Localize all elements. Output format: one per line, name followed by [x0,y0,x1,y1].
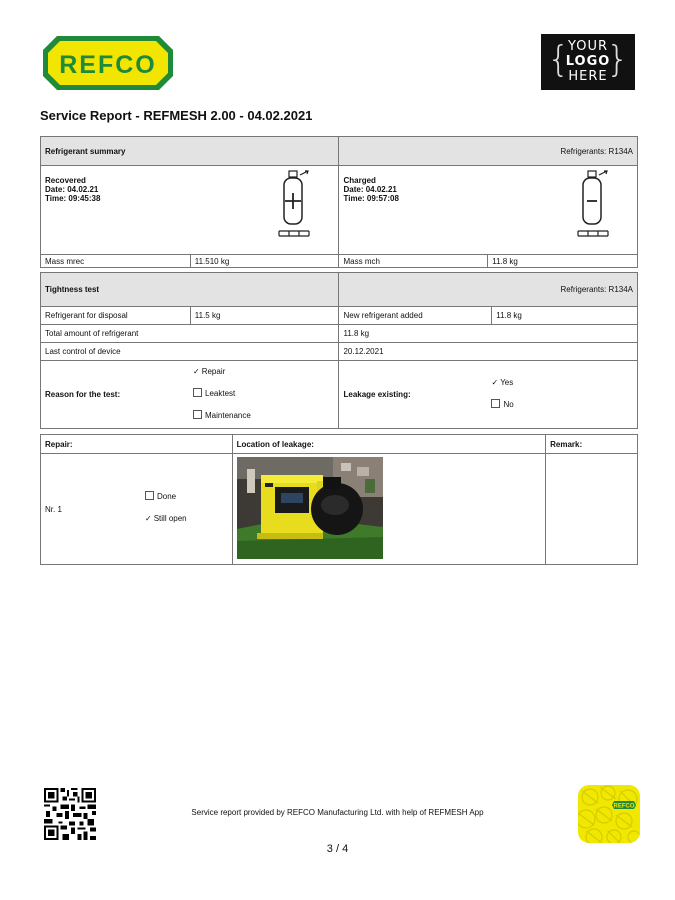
total-refrigerant-label: Total amount of refrigerant [41,325,339,343]
checkbox-icon [491,399,500,408]
remark-col-header: Remark: [546,435,638,454]
recovered-label: Recovered [45,176,86,185]
leakage-option-yes[interactable] [491,372,513,394]
repair-table [40,434,638,565]
total-refrigerant-value: 11.8 kg [339,325,638,343]
recovered-date: Date: 04.02.21 [45,185,99,194]
cylinder-minus-icon [575,169,617,243]
leakage-cell [339,361,638,429]
refrigerant-summary-table [40,136,638,268]
refrigerant-summary-heading: Refrigerant summary [41,137,339,166]
placeholder-logo-line: HERE [568,69,608,84]
charged-date: Date: 04.02.21 [343,185,397,194]
footer-provided-by: Service report provided by REFCO Manufacturing Ltd. with help of REFMESH App [191,808,484,817]
refrigerant-disposal-value: 11.5 kg [190,307,339,325]
placeholder-logo-line: YOUR [567,39,608,54]
new-refrigerant-value: 11.8 kg [492,307,638,325]
recovered-time: Time: 09:45:38 [45,194,101,203]
location-col-header: Location of leakage: [232,435,546,454]
app-icon-text: REFCO [613,803,635,810]
recovered-mass-label: Mass mrec [41,255,191,268]
placeholder-logo: { YOUR LOGO HERE } [541,34,635,90]
tightness-test-table [40,272,638,429]
page-number: 3 / 4 [326,843,349,855]
leakage-option-label: No [503,400,514,409]
refco-logo-text: REFCO [59,51,157,79]
checkmark-icon: ✓ [145,514,152,523]
tightness-test-refrigerants: Refrigerants: R134A [339,273,638,307]
remark-cell [546,454,638,565]
checkmark-icon: ✓ [193,367,200,376]
charged-mass-label: Mass mch [339,255,488,268]
charged-time: Time: 09:57:08 [343,194,399,203]
new-refrigerant-label: New refrigerant added [339,307,492,325]
refmesh-app-icon [578,785,640,843]
refrigerant-summary-refrigerants: Refrigerants: R134A [339,137,638,166]
reason-option-label: Maintenance [205,411,251,420]
checkbox-icon [145,491,154,500]
refrigerant-disposal-label: Refrigerant for disposal [41,307,191,325]
leakage-option-no[interactable] [491,394,513,416]
placeholder-logo-line: LOGO [565,54,611,69]
status-option-still-open[interactable] [145,508,187,530]
leakage-photo [237,457,383,559]
report-title: Service Report - REFMESH 2.00 - 04.02.2021 [40,108,313,123]
reason-option-maintenance[interactable] [193,405,251,427]
reason-option-label: Repair [201,367,226,376]
checkbox-icon [193,410,202,419]
repair-item-number: Nr. 1 [45,504,62,514]
recovered-cell [41,166,339,255]
last-control-value: 20.12.2021 [339,343,638,361]
charged-label: Charged [343,176,376,185]
reason-cell [41,361,339,429]
status-option-done[interactable] [145,486,187,508]
leakage-location-cell [232,454,546,565]
charged-cell [339,166,638,255]
repair-col-header: Repair: [41,435,233,454]
cylinder-plus-icon [276,169,318,243]
reason-option-repair[interactable] [193,361,251,383]
refco-logo [43,36,173,90]
reason-option-label: Leaktest [205,389,236,398]
last-control-label: Last control of device [41,343,339,361]
status-option-label: Done [157,492,177,501]
status-option-label: Still open [153,514,187,523]
tightness-test-heading: Tightness test [41,273,339,307]
charged-mass-value: 11.8 kg [488,255,638,268]
checkmark-icon: ✓ [491,378,499,387]
reason-option-leaktest[interactable] [193,383,251,405]
reason-label: Reason for the test: [45,390,121,399]
checkbox-icon [193,388,202,397]
repair-item-cell [41,454,233,565]
recovered-mass-value: 11.510 kg [190,255,339,268]
leakage-label: Leakage existing: [343,390,411,399]
leakage-option-label: Yes [500,378,514,387]
